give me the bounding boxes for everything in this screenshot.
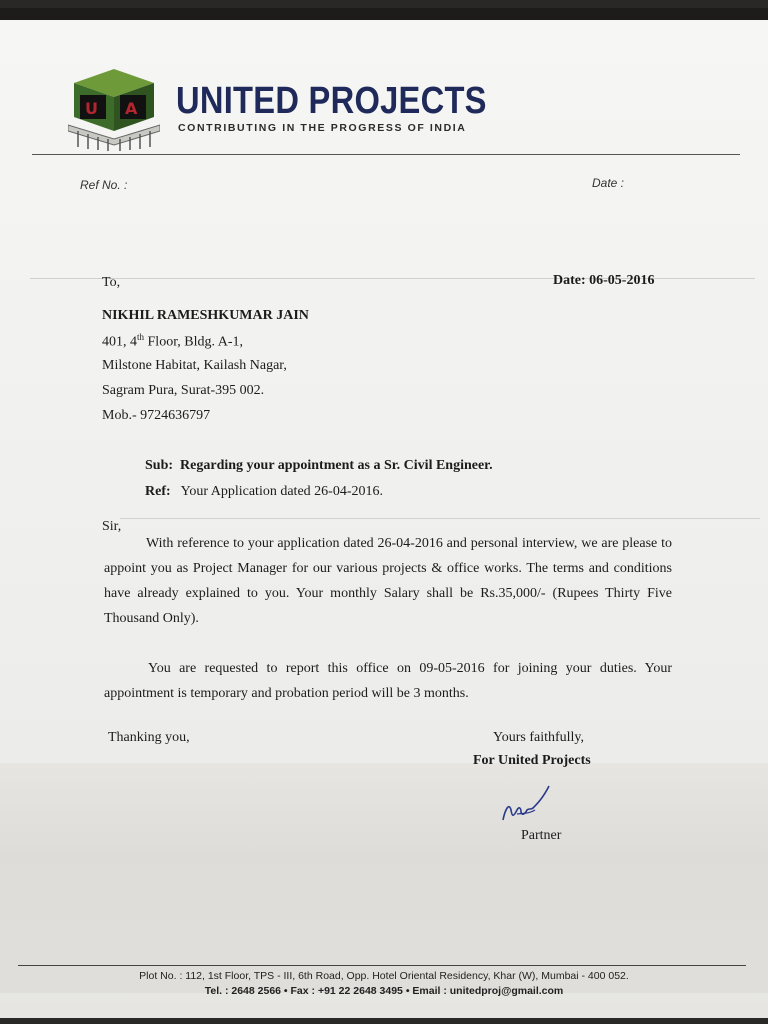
signature-icon (495, 780, 555, 830)
reference-label: Ref: (145, 484, 171, 499)
letter-date-text: Date: 06-05-2016 (553, 273, 655, 288)
svg-text:A: A (125, 99, 138, 118)
address-line1-prefix: 401, 4 (102, 334, 137, 350)
recipient-address-line1 (102, 332, 243, 351)
paper-edge-shadow (0, 8, 768, 20)
salutation: Sir, (102, 519, 122, 534)
date-label: Date : (592, 176, 625, 190)
to-line: To, (102, 275, 121, 290)
footer-divider (18, 965, 746, 966)
header-divider (32, 154, 740, 155)
recipient-address-line2: Milstone Habitat, Kailash Nagar, (102, 358, 287, 373)
closing-thanks: Thanking you, (108, 730, 190, 745)
svg-text:U: U (85, 99, 98, 118)
body-paragraph-1: With reference to your application dated 26-04-2016 and personal interview, we are please to appoint you as Project Manager for our various projects & office works. The terms and conditions have already explained to you. Your monthly Salary shall be Rs.35,000/- (Rupees Thirty Five Thousand Only). (104, 536, 672, 626)
closing-yours: Yours faithfully, (493, 730, 585, 745)
recipient-name: NIKHIL RAMESHKUMAR JAIN (102, 308, 309, 323)
letter-date (553, 273, 654, 289)
subject-line (145, 458, 493, 474)
subject-label: Sub: (145, 458, 174, 473)
reference-text: Your Application dated 26-04-2016. (180, 484, 383, 499)
address-line1-sup: th (137, 332, 145, 342)
subject-text: Regarding your appointment as a Sr. Civil Engineer. (180, 458, 493, 473)
ref-no-label: Ref No. : (80, 178, 128, 192)
company-name: UNITED PROJECTS (176, 80, 487, 122)
company-tagline: CONTRIBUTING IN THE PROGRESS OF INDIA (178, 122, 467, 134)
reference-line (145, 484, 383, 500)
footer-address: Plot No. : 112, 1st Floor, TPS - III, 6th Road, Opp. Hotel Oriental Residency, Khar (W), Mumbai - 400 052. (139, 970, 629, 982)
address-line1-suffix: Floor, Bldg. A-1, (144, 334, 244, 350)
sign-company: For United Projects (473, 753, 591, 768)
paper-fold-shading (0, 763, 768, 993)
fold-line-middle (120, 518, 760, 519)
footer-contact: Tel. : 2648 2566 • Fax : +91 22 2648 3495 • Email : unitedproj@gmail.com (204, 985, 564, 997)
company-logo-icon (68, 65, 160, 151)
recipient-mobile: Mob.- 9724636797 (102, 408, 211, 423)
body-paragraph-2: You are requested to report this office on 09-05-2016 for joining your duties. Your appointment is temporary and probation period will be 3 months. (104, 661, 672, 701)
letter-page (0, 8, 768, 1018)
recipient-address-line3: Sagram Pura, Surat-395 002. (102, 383, 265, 398)
sign-designation: Partner (521, 828, 562, 843)
